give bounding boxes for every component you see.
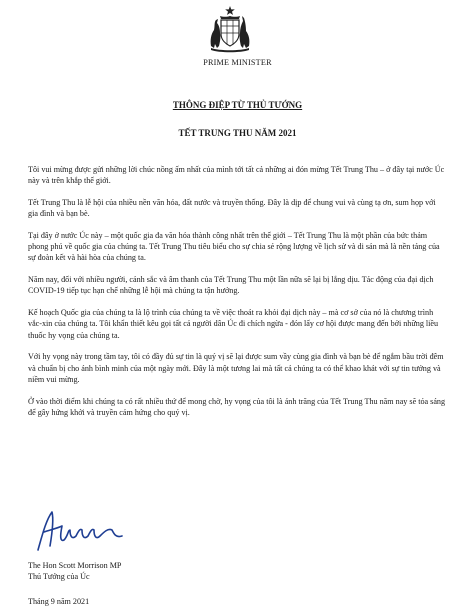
- document-title: THÔNG ĐIỆP TỪ THỦ TƯỚNG: [172, 100, 303, 110]
- signer-block: [28, 561, 121, 582]
- paragraph: Ở vào thời điểm khi chúng ta có rất nhiều thứ để mong chờ, hy vọng của tôi là ánh trăng của Tết Trung Thu năm nay sẽ tỏa sáng để gây hứng khởi và truyền cảm hứng cho quý vị.: [28, 396, 446, 417]
- paragraph: Tôi vui mừng được gửi những lời chúc nồng ấm nhất của mình tới tất cả những ai đón mừng Tết Trung Thu – ở đây tại nước Úc này và trên khắp thế giới.: [28, 165, 445, 186]
- coat-of-arms-icon: [205, 4, 255, 54]
- paragraph: Tại đây ở nước Úc này – một quốc gia đa văn hóa thành công nhất trên thế giới – Tết Trung Thu là một phần của bức thảm phong phú về quốc gia của chúng ta. Tết Trung Thu tiêu biểu cho sự chia sẻ rộng lượng về lịch sử và di sản mà là nền tảng của sự đoàn kết và hài hòa của chúng ta.: [28, 231, 440, 263]
- paragraph: Kế hoạch Quốc gia của chúng ta là lộ trình của chúng ta về việc thoát ra khỏi đại dịch này – mà cơ sở của nó là chương trình vắc-xin của chúng ta. Tôi khẩn thiết kêu gọi tất cả người dân Úc đi chích ngừa - đón lấy cơ hội được mang đến bởi những liều thuốc hy vọng của chúng ta.: [28, 308, 439, 340]
- signer-role: Thủ Tướng của Úc: [28, 571, 90, 581]
- handwritten-signature: [30, 506, 130, 556]
- paragraph: Tết Trung Thu là lễ hội của nhiều nền văn hóa, đất nước và truyền thống. Đây là dịp để chung vui và cùng tạ ơn, sum họp với gia đình và bạn bè.: [28, 198, 436, 219]
- letter-date: Tháng 9 năm 2021: [28, 597, 90, 606]
- letter-body: [28, 164, 446, 429]
- document-subtitle: TẾT TRUNG THU NĂM 2021: [178, 128, 297, 138]
- paragraph: Với hy vọng này trong tầm tay, tôi có đầy đủ sự tin là quý vị sẽ lại được sum vầy cùng gia đình và bạn bè để ngắm bầu trời đêm và chuẩn bị cho ánh bình minh của một ngày mới. Đây là một tương lai mà tất cả chúng ta có thể khao khát với sự tin tưởng và niềm vui mừng.: [28, 352, 444, 384]
- paragraph: Năm nay, đối với nhiều người, cảnh sắc và âm thanh của Tết Trung Thu một lần nữa sẽ lại bị lắng dịu. Tác động của đại dịch COVID-19 tiếp tục hạn chế những lễ hội mà chúng ta tận hưởng.: [28, 275, 434, 296]
- signer-name: The Hon Scott Morrison MP: [28, 561, 122, 570]
- office-label: PRIME MINISTER: [203, 58, 272, 67]
